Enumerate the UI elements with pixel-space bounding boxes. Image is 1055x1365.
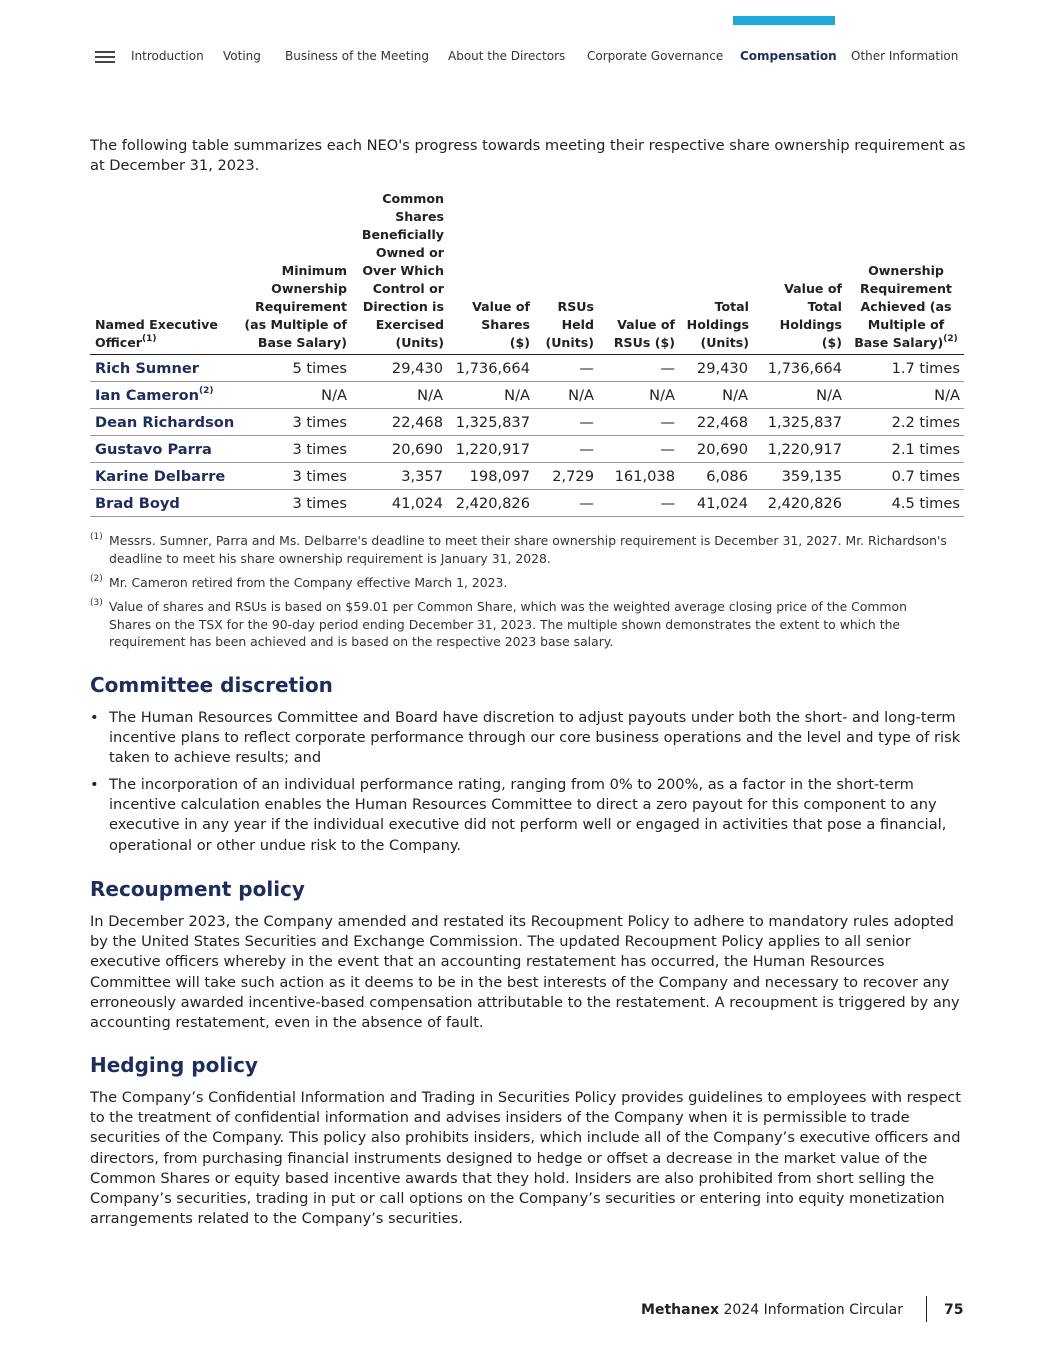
footnote-number: (1) [90,532,103,542]
executive-name: Rich Sumner [95,360,199,377]
cell-common: 29,430 [391,360,443,377]
footnote-3 [90,598,950,651]
cell-total-holdings: 29,430 [696,360,748,377]
share-ownership-table [90,192,964,517]
header-named-executive-officer: Named Executive Officer$^{(1)}$ [95,317,218,350]
table-header [90,192,964,355]
bullet-icon: • [90,709,99,726]
executive-name: Dean Richardson [95,414,235,431]
active-tab-indicator [733,16,835,25]
header-value-of-total-holdings: Value of Total Holdings ($) [779,281,842,350]
cell-common: 3,357 [401,468,443,485]
header-ownership-achieved: Ownership Requirement Achieved (as Multiple of Base Salary)$^{(2)}$ [854,263,958,350]
cell-total-holdings: 6,086 [706,468,748,485]
cell-rsus-held: — [579,495,594,512]
cell-value-total: 1,325,837 [767,414,842,431]
table-row [90,409,964,436]
hedging-policy-heading: Hedging policy [90,1053,258,1077]
cell-rsus-held: — [579,414,594,431]
footnote-2 [90,574,950,592]
committee-discretion-heading: Committee discretion [90,673,333,697]
cell-common: N/A [417,387,443,404]
cell-min-req: 3 times [292,441,347,458]
nav-item-voting[interactable]: Voting [223,49,261,63]
footnote-1 [90,532,950,567]
bullet-icon: • [90,776,99,793]
cell-total-holdings: 41,024 [696,495,748,512]
nav-item-compensation[interactable]: Compensation [740,49,837,63]
cell-value-shares: 2,420,826 [455,495,530,512]
footer-document-title [641,1300,903,1320]
cell-min-req: 3 times [292,495,347,512]
cell-value-rsus: — [660,414,675,431]
cell-value-total: N/A [816,387,842,404]
cell-value-total: 1,736,664 [767,360,842,377]
table-row [90,355,964,382]
recoupment-policy-heading: Recoupment policy [90,877,305,901]
list-item [90,708,970,769]
cell-total-holdings: 20,690 [696,441,748,458]
cell-rsus-held: — [579,441,594,458]
cell-value-rsus: — [660,495,675,512]
header-minimum-ownership: Minimum Ownership Requirement (as Multiple of Base Salary) [244,263,347,350]
cell-value-shares: 1,325,837 [455,414,530,431]
cell-common: 20,690 [391,441,443,458]
footnote-number: (2) [90,574,103,584]
executive-name: Ian Cameron$^{(2)}$ [95,386,214,404]
cell-value-total: 359,135 [781,468,842,485]
table-row [90,436,964,463]
cell-achieved: 4.5 times [891,495,960,512]
cell-value-total: 1,220,917 [767,441,842,458]
footnote-text: Mr. Cameron retired from the Company effective March 1, 2023. [109,575,508,590]
table-intro-text: The following table summarizes each NEO's progress towards meeting their respective share ownership requirement as at December 31, 2023. [90,137,966,174]
cell-min-req: 3 times [292,468,347,485]
footnote-number: (3) [90,598,103,608]
bullet-text: The Human Resources Committee and Board have discretion to adjust payouts under both the short- and long-term incentive plans to reflect corporate performance through our core business operations and the level and type of risk taken to achieve results; and [109,709,961,767]
cell-value-rsus: N/A [649,387,675,404]
cell-min-req: N/A [321,387,347,404]
executive-name: Brad Boyd [95,495,180,512]
footer-brand: Methanex [641,1302,720,1318]
footnote-text: Value of shares and RSUs is based on $59.01 per Common Share, which was the weighted average closing price of the Common Shares on the TSX for the 90-day period ending December 31, 2023. The multiple shown demonstrates the extent to which the requirement has been achieved and is based on the respective 2023 base salary. [109,599,907,649]
bullet-text: The incorporation of an individual performance rating, ranging from 0% to 200%, as a factor in the short-term incentive calculation enables the Human Resources Committee to direct a zero payout for this component to any executive in any year if the individual executive did not perform well or engaged in activities that pose a financial, operational or other undue risk to the Company. [109,776,947,854]
hamburger-menu-icon[interactable] [95,50,115,64]
table-row [90,490,964,517]
table-row [90,382,964,409]
table-row [90,463,964,490]
cell-value-shares: 1,736,664 [455,360,530,377]
cell-value-rsus: 161,038 [614,468,675,485]
list-item [90,775,970,856]
cell-min-req: 3 times [292,414,347,431]
cell-common: 41,024 [391,495,443,512]
page-number: 75 [944,1302,964,1318]
cell-value-rsus: — [660,441,675,458]
footer-divider [926,1296,927,1322]
nav-item-about-the-directors[interactable]: About the Directors [448,49,566,63]
cell-total-holdings: 22,468 [696,414,748,431]
nav-item-business-of-the-meeting[interactable]: Business of the Meeting [285,49,429,63]
executive-name: Karine Delbarre [95,468,226,485]
nav-item-introduction[interactable]: Introduction [131,49,204,63]
cell-value-total: 2,420,826 [767,495,842,512]
header-total-holdings: Total Holdings (Units) [686,299,749,350]
footnote-text: Messrs. Sumner, Parra and Ms. Delbarre's deadline to meet their share ownership requirement is December 31, 2027. Mr. Richardson's deadline to meet his share ownership requirement is January 31, 2028. [109,533,947,566]
cell-value-rsus: — [660,360,675,377]
nav-item-other-information[interactable]: Other Information [851,49,959,63]
cell-value-shares: 198,097 [469,468,530,485]
page-footer [0,1300,1055,1320]
cell-achieved: 0.7 times [891,468,960,485]
footer-doc-name: 2024 Information Circular [723,1302,903,1318]
header-common-shares: Common Shares Beneficially Owned or Over Which Control or Direction is Exercised (Units) [361,191,444,350]
recoupment-policy-text: In December 2023, the Company amended and restated its Recoupment Policy to adhere to mandatory rules adopted by the United States Securities and Exchange Commission. The updated Recoupment Policy applies to all senior executive officers whereby in the event that an accounting restatement has occurred, the Human Resources Committee will take such action as it deems to be in the best interests of the Company and necessary to recover any erroneously awarded incentive-based compensation attributable to the restatement. A recoupment is triggered by any accounting restatement, even in the absence of fault. [90,913,960,1032]
cell-achieved: 2.2 times [891,414,960,431]
header-value-of-rsus: Value of RSUs ($) [613,317,675,350]
cell-achieved: N/A [934,387,960,404]
header-rsus-held: RSUs Held (Units) [545,299,594,350]
cell-value-shares: N/A [504,387,530,404]
cell-min-req: 5 times [292,360,347,377]
cell-common: 22,468 [391,414,443,431]
executive-name: Gustavo Parra [95,441,212,458]
top-navigation [95,47,126,67]
cell-achieved: 1.7 times [891,360,960,377]
cell-rsus-held: 2,729 [552,468,594,485]
cell-rsus-held: N/A [568,387,594,404]
cell-rsus-held: — [579,360,594,377]
header-value-of-shares: Value of Shares ($) [472,299,530,350]
nav-item-corporate-governance[interactable]: Corporate Governance [587,49,724,63]
hedging-policy-text: The Company’s Confidential Information and Trading in Securities Policy provides guidelines to employees with respect to the treatment of confidential information and advises insiders of the Company when it is permissible to trade securities of the Company. This policy also prohibits insiders, which include all of the Company’s executive officers and directors, from purchasing financial instruments designed to hedge or offset a decrease in the market value of the Common Shares or equity based incentive awards that they hold. Insiders are also prohibited from short selling the Company’s securities, trading in put or call options on the Company’s securities or entering into equity monetization arrangements related to the Company’s securities. [90,1089,961,1228]
cell-achieved: 2.1 times [891,441,960,458]
cell-value-shares: 1,220,917 [455,441,530,458]
cell-total-holdings: N/A [722,387,748,404]
